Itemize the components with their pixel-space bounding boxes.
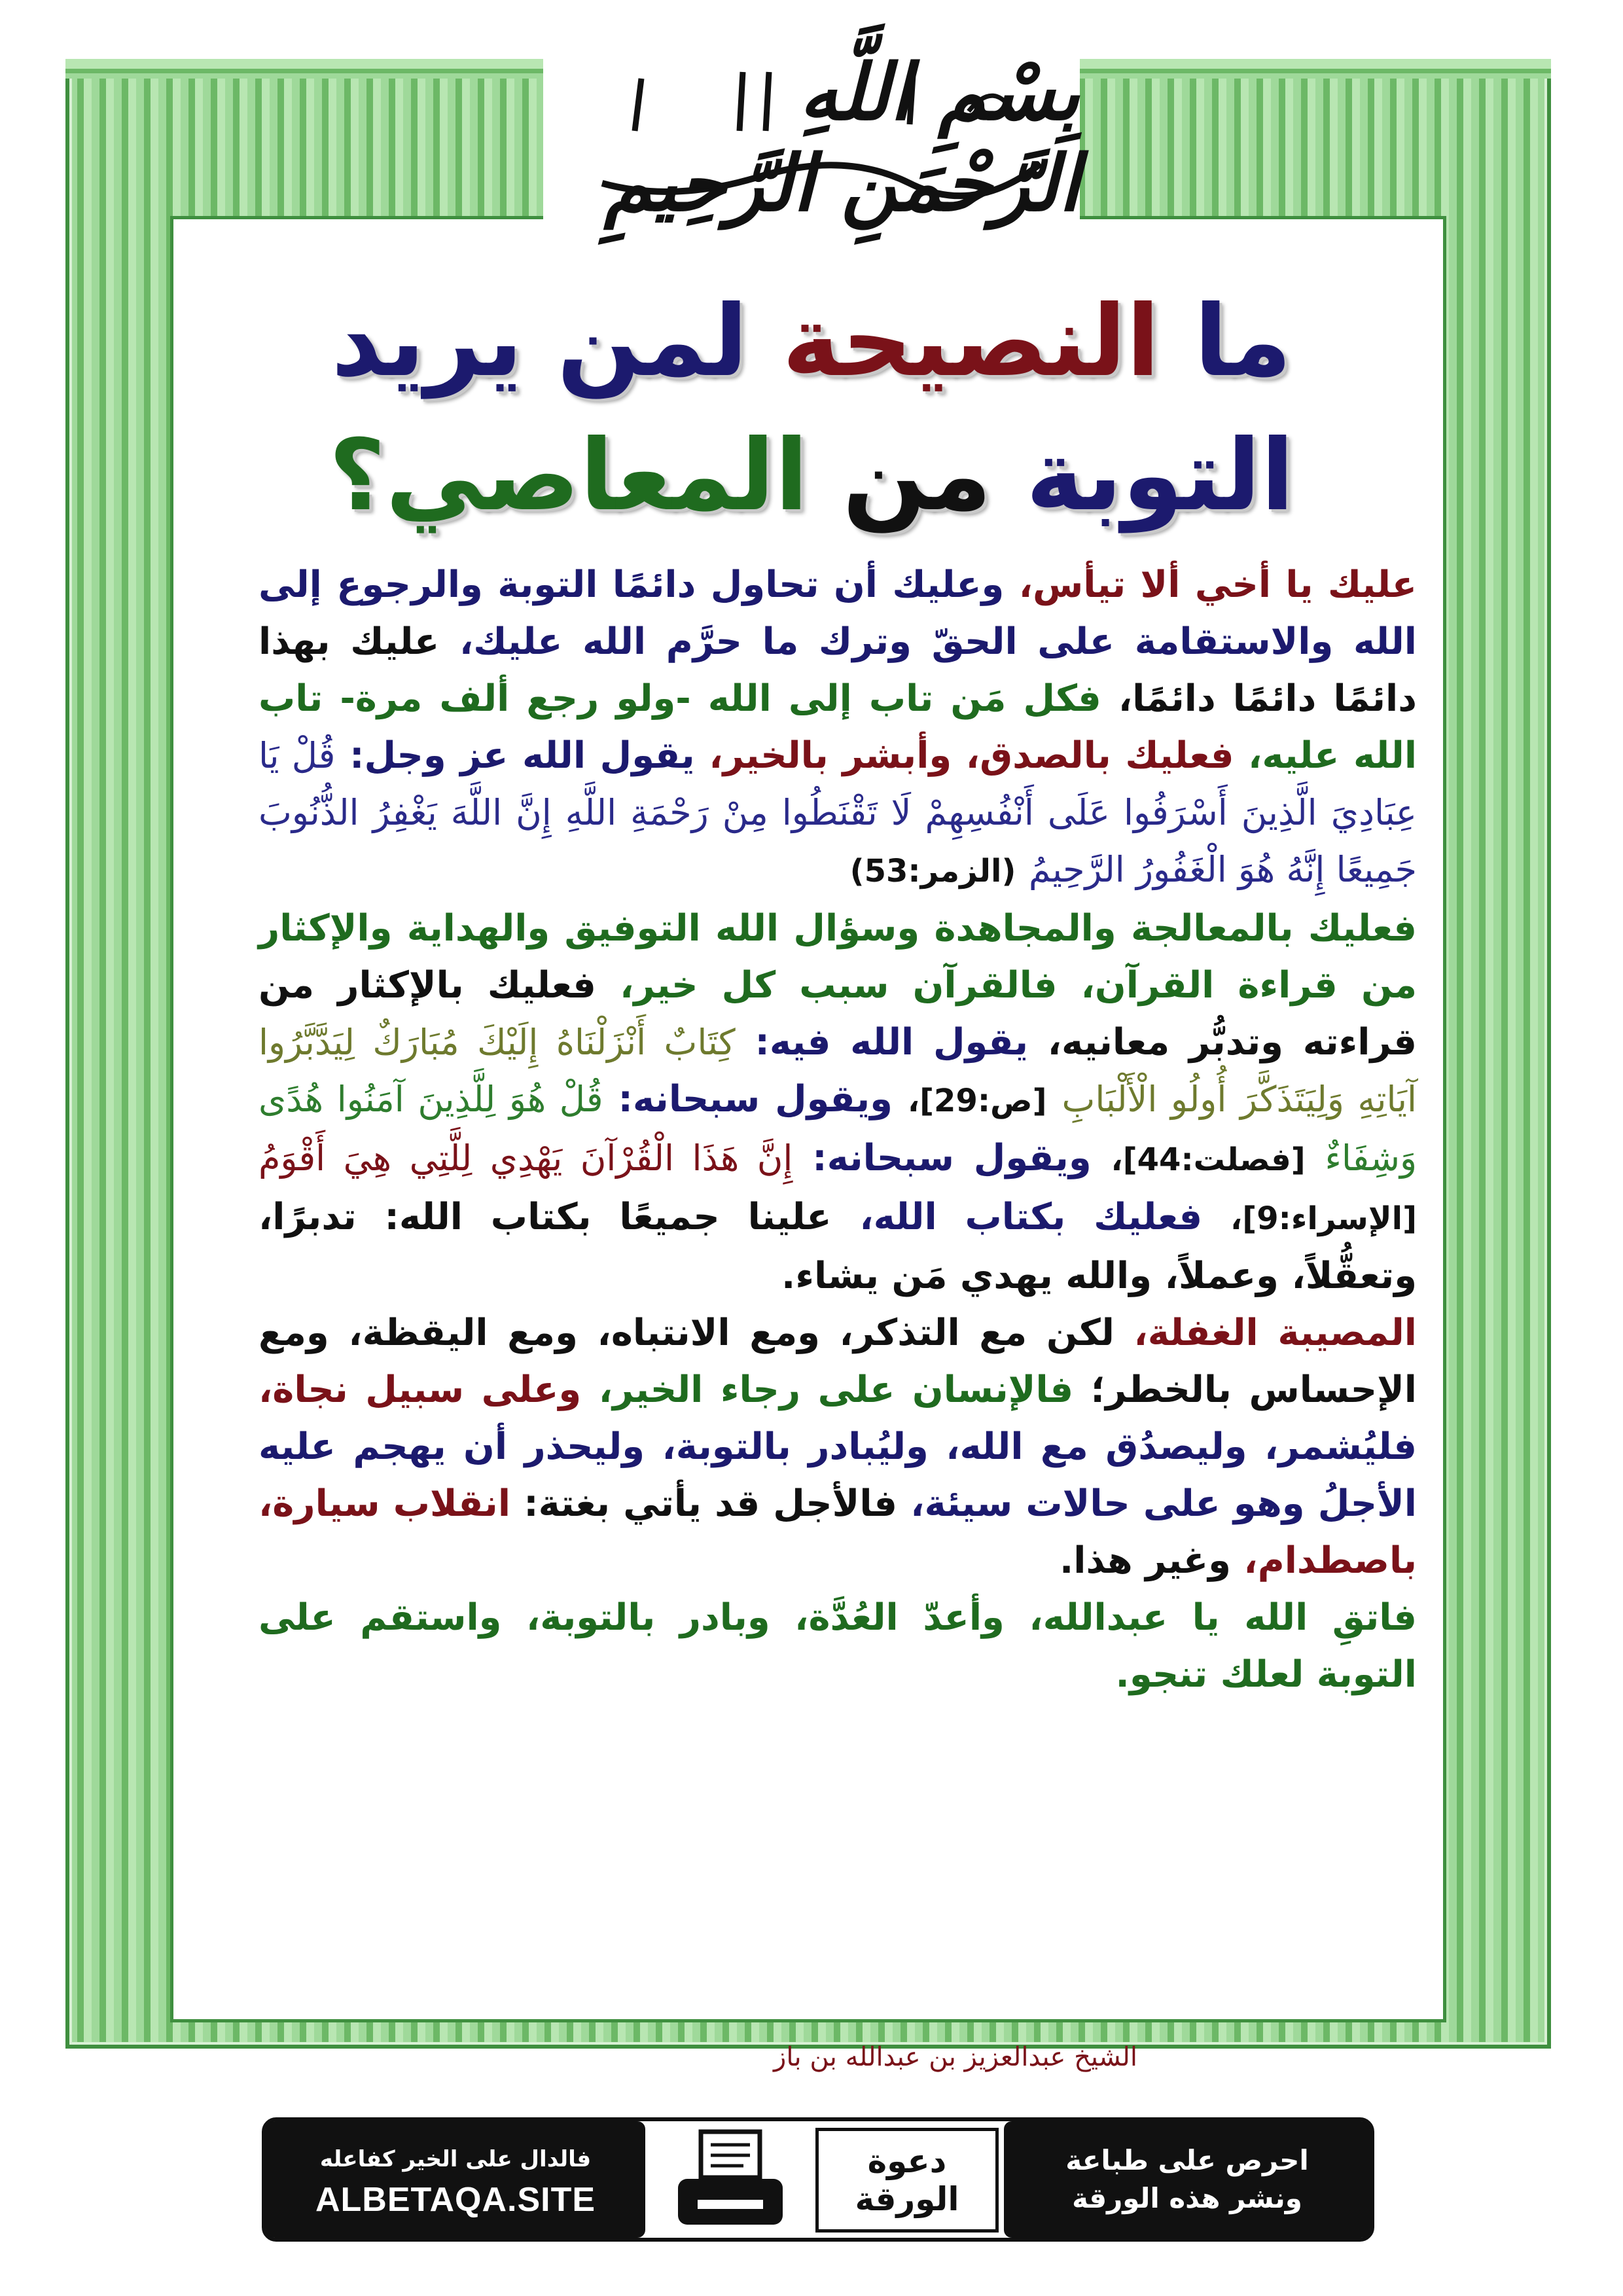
text-segment: وعليك أن تحاول دائمًا التوبة والرجوع إلى الله والاستقامة على الحقّ وترك ما حرَّم الله عليك، <box>259 564 1417 663</box>
quran-verse: قُلْ يَا عِبَادِيَ الَّذِينَ أَسْرَفُوا عَلَى أَنْفُسِهِمْ لَا تَقْنَطُوا مِنْ رَحْمَةِ اللَّهِ إِنَّ اللَّهَ يَغْفِرُ الذُّنُوبَ جَمِيعًا إِنَّهُ هُوَ الْغَفُورُ الرَّحِيمُ <box>259 735 1417 890</box>
quran-verse: كِتَابٌ أَنْزَلْنَاهُ إِلَيْكَ مُبَارَكٌ لِيَدَّبَّرُوا آيَاتِهِ وَلِيَتَذَكَّرَ أُولُو الْأَلْبَابِ <box>259 1022 1417 1120</box>
article-body <box>259 556 1417 1703</box>
printer-icon <box>671 2126 789 2238</box>
paragraph-2 <box>259 900 1417 1304</box>
text-segment: لكن مع التذكر، ومع الانتباه، ومع اليقظة، ومع الإحساس بالخطر؛ <box>259 1312 1418 1411</box>
text-segment: انقلاب سيارة، باصطدام، <box>259 1482 1417 1582</box>
text-segment: فكل مَن تاب إلى الله -ولو رجع ألف مرة- تاب الله عليه، <box>259 677 1418 777</box>
paragraph-3 <box>259 1304 1417 1589</box>
paragraph-1 <box>259 556 1417 900</box>
text-segment: وعلى سبيل نجاة، <box>259 1369 582 1411</box>
title-word: من <box>842 419 992 533</box>
title-word: لمن يريد <box>331 285 748 399</box>
dawat-alwaraqa-logo <box>815 2128 999 2233</box>
footer-print-line-1: احرص على طباعة <box>1065 2144 1309 2176</box>
basmala-text: بِسْمِ اللَّهِ الرَّحْمَنِ الرَّحِيمِ <box>604 46 1080 228</box>
text-segment: فاتقِ الله يا عبدالله، وأعدّ العُدَّة، وبادر بالتوبة، واستقم على التوبة لعلك تنجو. <box>259 1596 1417 1696</box>
page-title <box>196 275 1427 543</box>
verse-reference: [ص:29]، <box>907 1083 1047 1119</box>
text-segment: علينا جميعًا بكتاب الله: تدبرًا، وتعقُّلاً، وعملاً، <box>259 1196 1417 1297</box>
text-segment: ويقول سبحانه: <box>618 1078 893 1121</box>
verse-reference: [فصلت:44]، <box>1111 1141 1306 1178</box>
text-segment: المصيبة الغفلة، <box>1133 1312 1417 1354</box>
text-segment: فعليك بالصدق، وأبشر بالخير، <box>709 734 1234 777</box>
author-attribution: الشيخ عبدالعزيز بن عبدالله بن باز <box>774 2042 1137 2072</box>
verse-reference: (الزمر:53) <box>849 853 1016 889</box>
verse-reference: [الإسراء:9]، <box>1230 1200 1418 1237</box>
text-segment: يقول الله فيه: <box>755 1021 1028 1064</box>
text-segment: فالأجل قد يأتي بغتة: <box>524 1482 898 1525</box>
text-segment: ويقول سبحانه: <box>812 1137 1092 1179</box>
title-word-highlight: النصيحة <box>782 285 1160 399</box>
logo-line-1: دعوة <box>867 2142 947 2180</box>
footer-bar <box>262 2117 1374 2242</box>
basmala-calligraphy <box>543 46 1080 228</box>
title-word: ما <box>1194 285 1292 399</box>
text-segment: فعليك بالمعالجة والمجاهدة وسؤال الله التوفيق والهداية والإكثار من قراءة القرآن، <box>259 907 1418 1007</box>
title-word: التوبة <box>1026 419 1294 533</box>
website-link[interactable]: ALBETAQA.SITE <box>315 2181 596 2219</box>
text-segment: وغير هذا. <box>1060 1539 1231 1582</box>
footer-proverb: فالدال على الخير كفاعله <box>319 2146 592 2172</box>
text-segment: عليك بهذا دائمًا دائمًا دائمًا، <box>259 620 1417 720</box>
quran-verse: قُلْ هُوَ لِلَّذِينَ آمَنُوا هُدًى وَشِفَاءٌ <box>259 1079 1418 1179</box>
title-line-1 <box>196 275 1427 409</box>
title-question-mark: ؟ <box>329 419 386 533</box>
text-segment: فالقرآن سبب كل خير، <box>620 964 1058 1007</box>
footer-website-block <box>266 2121 645 2238</box>
text-segment: يقول الله عز وجل: <box>349 734 695 777</box>
title-line-2 <box>196 409 1427 543</box>
paragraph-4 <box>259 1589 1417 1703</box>
footer-print-line-2: ونشر هذه الورقة <box>1072 2182 1302 2214</box>
text-segment: عليك يا أخي ألا تيأس، <box>1018 564 1418 606</box>
quran-verse: إِنَّ هَذَا الْقُرْآنَ يَهْدِي لِلَّتِي هِيَ أَقْوَمُ <box>259 1138 793 1179</box>
logo-line-2: الورقة <box>855 2180 959 2218</box>
text-segment: فعليك بكتاب الله، <box>859 1196 1203 1238</box>
text-segment: فالإنسان على رجاء الخير، <box>598 1369 1074 1411</box>
footer-print-reminder <box>1004 2121 1370 2238</box>
title-word-highlight: المعاصي <box>385 419 809 533</box>
text-segment: فعليك بالإكثار من قراءته وتدبُّر معانيه، <box>259 964 1418 1064</box>
text-segment: فليُشمر، وليصدُق مع الله، وليُبادر بالتوبة، وليحذر أن يهجم عليه الأجلُ وهو على حالات سيئة، <box>259 1426 1417 1525</box>
text-segment: والله يهدي مَن يشاء. <box>781 1255 1152 1297</box>
